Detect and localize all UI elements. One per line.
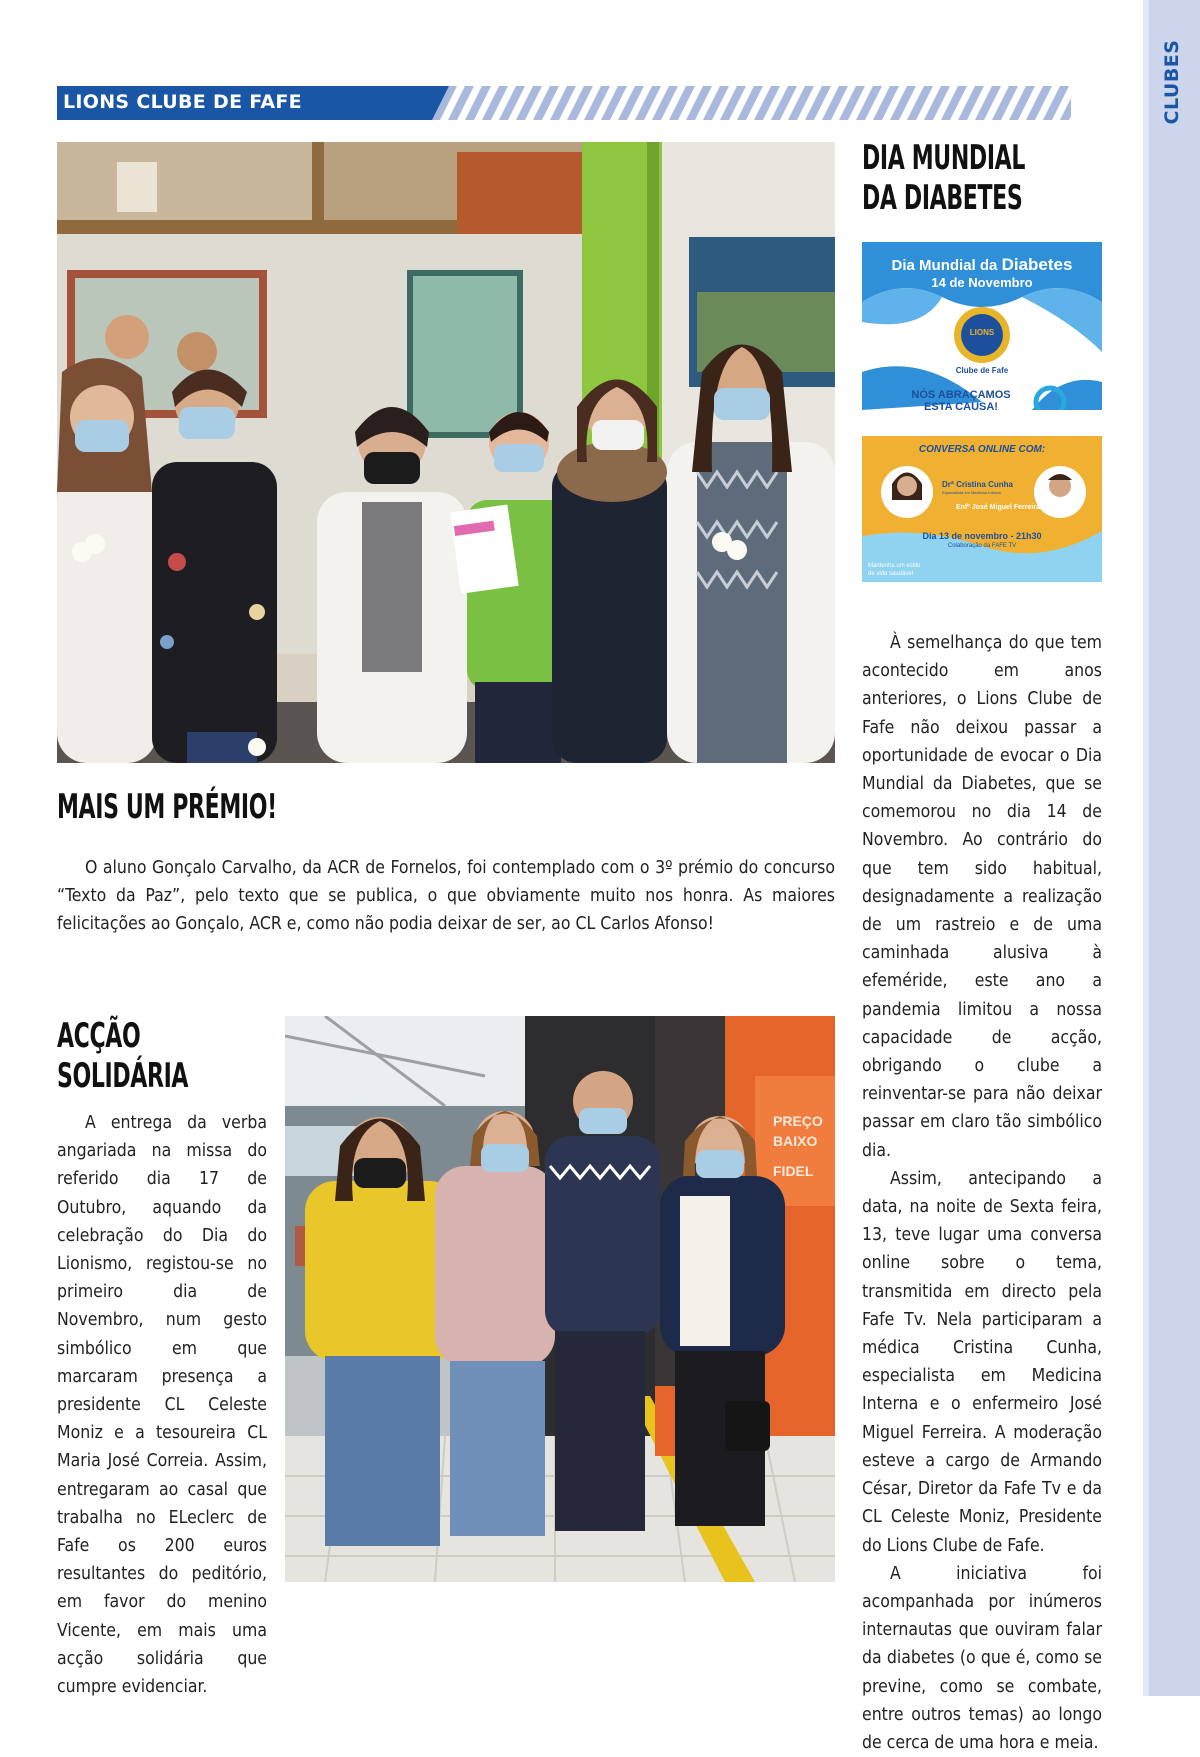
diabetes-headline-line1: DIA MUNDIAL xyxy=(862,138,1026,178)
diabetes-headline-line2: DA DIABETES xyxy=(862,178,1023,218)
diabetes-paragraph: Assim, antecipando a data, na noite de Sexta feira, 13, teve lugar uma conversa online sobre o tema, transmitida em directo pela Fafe Tv. Nela participaram a médica Cristina Cunha, especialista em Medicina Interna e o enfermeiro José Miguel Ferreira. A moderação esteve a cargo de Armando César, Diretor da Fafe Tv e da CL Celeste Moniz, Presidente do Lions Clube de Fafe. xyxy=(862,1168,1102,1556)
poster1-title-emph: Diabetes xyxy=(1001,255,1073,274)
accao-headline-line1: ACÇÃO xyxy=(57,1016,141,1056)
lions-badge-text: LIONS xyxy=(969,328,995,337)
poster2-guest1-sub: Especialista em Medicina Interna xyxy=(942,490,1001,495)
accao-headline-line2: SOLIDÁRIA xyxy=(57,1056,189,1096)
poster2-heading: CONVERSA ONLINE COM: xyxy=(918,444,1046,455)
section-side-label: CLUBES xyxy=(1161,39,1183,125)
poster1-title-prefix: Dia Mundial da xyxy=(891,257,1002,274)
poster1-date: 14 de Novembro xyxy=(931,275,1033,290)
diabetes-article-body xyxy=(862,629,1102,1757)
diabetes-paragraph: A iniciativa foi acompanhada por inúmeros internautas que ouviram falar da diabetes (o que é, como se previne, como se combate, entre outros temas) ao longo de cerca de uma hora e meia. xyxy=(862,1563,1102,1753)
banner-title: LIONS CLUBE DE FAFE xyxy=(63,91,302,113)
poster2-date: Dia 13 de novembro - 21h30 xyxy=(922,531,1042,541)
poster2-guest1: Drª Cristina Cunha xyxy=(942,480,1013,489)
diabetes-paragraph: À semelhança do que tem acontecido em anos anteriores, o Lions Clube de Fafe não deixou passar a oportunidade de evocar o Dia Mundial da Diabetes, que se comemorou no dia 14 de Novembro. Ao contrário do que tem sido habitual, designadamente a realização de um rastreio e de uma caminhada alusiva à efeméride, este ano a pandemia limitou a nossa capacidade de acção, obrigando o clube a reinventar-se para não deixar passar em claro tão simbólico dia. xyxy=(862,633,1102,1161)
poster1-club: Clube de Fafe xyxy=(955,366,1009,375)
accao-body: A entrega da verba angariada na missa do referido dia 17 de Outubro, aquando da celebração do Dia do Lionismo, registou-se no primeiro dia de Novembro, num gesto simbólico em que marcaram presença a presidente CL Celeste Moniz e a tesoureira CL Maria José Correia. Assim, entregaram ao casal que trabalha no ELeclerc de Fafe os 200 euros resultantes do peditório, em favor do menino Vicente, em mais uma acção solidária que cumpre evidenciar. xyxy=(57,1113,267,1698)
svg-text:PREÇO: PREÇO xyxy=(773,1113,823,1129)
poster2-collab: Colaboração da FAFE TV xyxy=(947,543,1017,549)
poster2-footer-line2: de vida saudável xyxy=(868,571,914,577)
award-group-photo xyxy=(57,142,835,763)
online-talk-poster xyxy=(862,436,1102,582)
section-banner xyxy=(57,86,1071,120)
poster2-guest2: Enfº José Miguel Ferreira xyxy=(956,504,1040,511)
poster1-slogan-line1: NÓS ABRAÇAMOS xyxy=(911,389,1011,401)
poster1-slogan-line2: ESTA CAUSA! xyxy=(924,401,998,410)
side-band xyxy=(1143,0,1200,1696)
svg-text:FIDEL: FIDEL xyxy=(773,1163,814,1179)
svg-text:BAIXO: BAIXO xyxy=(773,1133,818,1149)
premio-body: O aluno Gonçalo Carvalho, da ACR de Fornelos, foi contemplado com o 3º prémio do concurso “Texto da Paz”, pelo texto que se publica, o que obviamente muito nos honra. As maiores felicitações ao Gonçalo, ACR e, como não podia deixar de ser, ao CL Carlos Afonso! xyxy=(57,858,835,935)
poster2-footer-line1: Mantenha um estilo xyxy=(868,563,921,569)
supermarket-photo xyxy=(285,1016,835,1582)
diabetes-day-poster xyxy=(862,242,1102,410)
premio-headline: MAIS UM PRÉMIO! xyxy=(57,787,277,827)
